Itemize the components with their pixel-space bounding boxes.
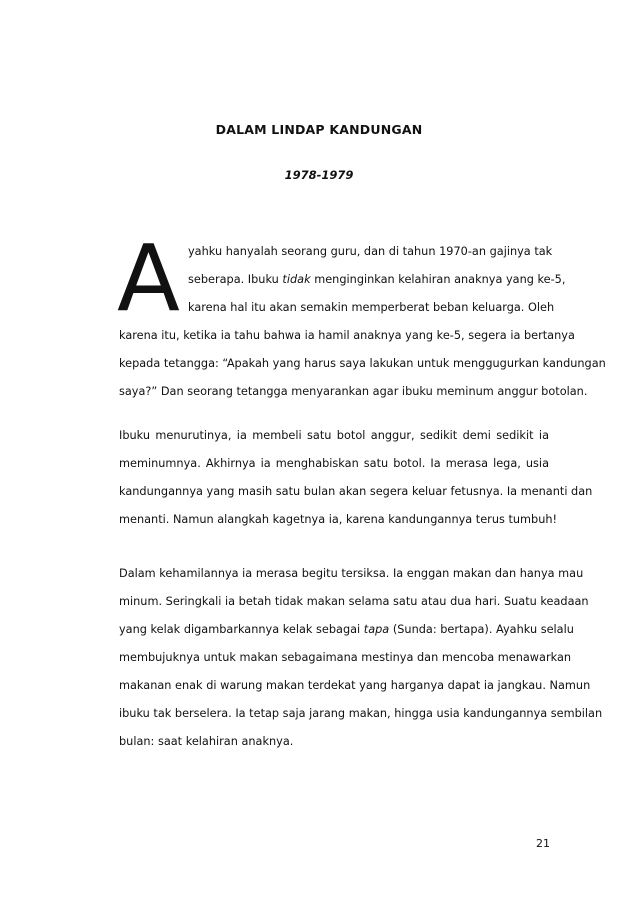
paragraph-3: [119, 560, 603, 756]
text-line: kepada tetangga: “Apakah yang harus saya lakukan untuk menggugurkan kandungan: [119, 357, 606, 370]
text-line: ibuku tak berselera. Ia tetap saja jarang makan, hingga usia kandungannya sembilan: [119, 707, 603, 720]
page-number: 21: [536, 837, 550, 850]
text-line: meminumnya. Akhirnya ia menghabiskan satu botol. Ia merasa lega, usia: [119, 457, 549, 470]
opening-lines: [188, 238, 566, 322]
text-line: yahku hanyalah seorang guru, dan di tahun 1970-an gajinya tak: [188, 245, 553, 258]
text-line: Ibuku menurutinya, ia membeli satu botol anggur, sedikit demi sedikit ia: [119, 429, 549, 442]
text-line: menanti. Namun alangkah kagetnya ia, karena kandungannya terus tumbuh!: [119, 513, 558, 526]
paragraph-1-continued: [119, 322, 606, 406]
paragraph-2: [119, 422, 593, 534]
text-line: membujuknya untuk makan sebagaimana mestinya dan mencoba menawarkan: [119, 651, 572, 664]
text-line: makanan enak di warung makan terdekat yang harganya dapat ia jangkau. Namun: [119, 679, 591, 692]
text-line: saya?” Dan seorang tetangga menyarankan agar ibuku meminum anggur botolan.: [119, 385, 588, 398]
italic-word: tidak: [282, 273, 311, 286]
italic-word: tapa: [363, 623, 390, 636]
text-line: minum. Seringkali ia betah tidak makan selama satu atau dua hari. Suatu keadaan: [119, 595, 589, 608]
text-line: karena itu, ketika ia tahu bahwa ia hamil anaknya yang ke-5, segera ia bertanya: [119, 329, 575, 342]
text-line: yang kelak digambarkannya kelak sebagai tapa (Sunda: bertapa). Ayahku selalu: [119, 623, 574, 636]
drop-cap: A: [117, 225, 180, 332]
text-line: Dalam kehamilannya ia merasa begitu tersiksa. Ia enggan makan dan hanya mau: [119, 567, 584, 580]
text-line: seberapa. Ibuku tidak menginginkan kelahiran anaknya yang ke-5,: [188, 273, 566, 286]
chapter-years: 1978-1979: [284, 168, 354, 182]
text-line: kandungannya yang masih satu bulan akan segera keluar fetusnya. Ia menanti dan: [119, 485, 593, 498]
text-line: karena hal itu akan semakin memperberat beban keluarga. Oleh: [188, 301, 555, 314]
text-line: bulan: saat kelahiran anaknya.: [119, 735, 294, 748]
chapter-title: DALAM LINDAP KANDUNGAN: [215, 122, 423, 137]
